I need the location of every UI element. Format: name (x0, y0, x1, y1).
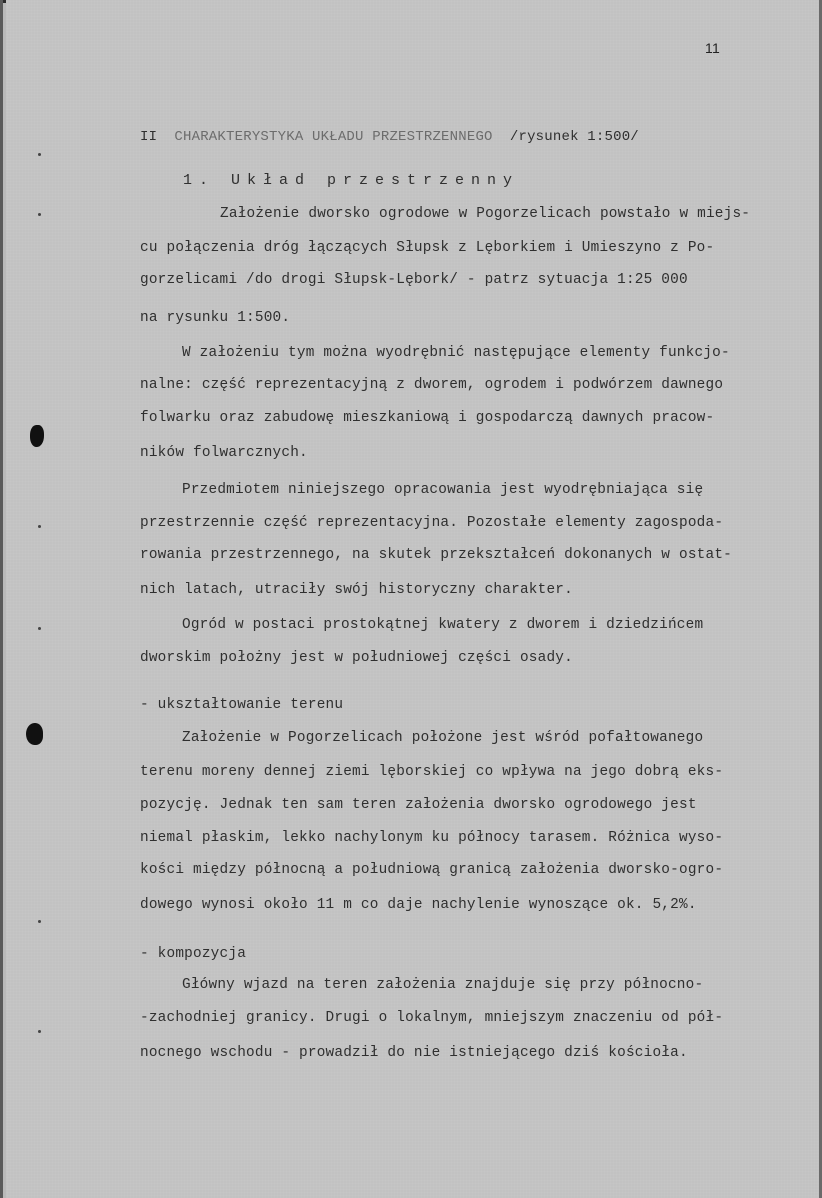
text-line: na rysunku 1:500. (140, 310, 291, 326)
section-drawing-note: /rysunek 1:500/ (509, 129, 639, 145)
text-line: nich latach, utraciły swój historyczny charakter. (140, 582, 573, 598)
scan-speck (38, 153, 41, 156)
text-line: dworskim położny jest w południowej części osady. (140, 650, 573, 666)
text-line: rowania przestrzennego, na skutek przekształceń dokonanych w ostat- (140, 547, 732, 563)
text-line: cu połączenia dróg łączących Słupsk z Lęborkiem i Umieszyno z Po- (140, 240, 715, 256)
text-line: W założeniu tym można wyodrębnić następujące elementy funkcjo- (182, 345, 730, 361)
punch-hole-upper (30, 425, 44, 447)
scan-speck (38, 1030, 41, 1033)
text-line: niemal płaskim, lekko nachylonym ku północy tarasem. Różnica wyso- (140, 830, 724, 846)
text-line: przestrzennie część reprezentacyjna. Pozostałe elementy zagospoda- (140, 515, 724, 531)
text-line: Założenie dworsko ogrodowe w Pogorzelicach powstało w miejs- (220, 206, 751, 222)
text-line: dowego wynosi około 11 m co daje nachylenie wynoszące ok. 5,2%. (140, 897, 697, 913)
punch-hole-lower (26, 723, 43, 745)
scan-speck (38, 627, 41, 630)
text-line: nalne: część reprezentacyjną z dworem, ogrodem i podwórzem dawnego (140, 377, 724, 393)
text-line: nocnego wschodu - prowadził do nie istniejącego dziś kościoła. (140, 1045, 688, 1061)
text-line: - ukształtowanie terenu (140, 697, 344, 713)
scan-speck (38, 213, 41, 216)
text-line: -zachodniej granicy. Drugi o lokalnym, mniejszym znaczeniu od pół- (140, 1010, 724, 1026)
section-heading (140, 129, 639, 145)
text-line: terenu moreny dennej ziemi lęborskiej co wpływa na jego dobrą eks- (140, 764, 724, 780)
subsection-heading: 1. Układ przestrzenny (183, 172, 520, 189)
text-line: Przedmiotem niniejszego opracowania jest wyodrębniająca się (182, 482, 704, 498)
text-line: pozycję. Jednak ten sam teren założenia dworsko ogrodowego jest (140, 797, 697, 813)
page-number: 11 (705, 40, 720, 56)
section-number: II (140, 129, 158, 145)
text-line: ników folwarcznych. (140, 445, 308, 461)
scan-speck (38, 525, 41, 528)
text-line: kości między północną a południową granicą założenia dworsko-ogro- (140, 862, 724, 878)
scan-speck (38, 920, 41, 923)
text-line: gorzelicami /do drogi Słupsk-Lębork/ - patrz sytuacja 1:25 000 (140, 272, 688, 288)
text-line: - kompozycja (140, 946, 247, 962)
text-line: Ogród w postaci prostokątnej kwatery z dworem i dziedzińcem (182, 617, 704, 633)
text-line: folwarku oraz zabudowę mieszkaniową i gospodarczą dawnych pracow- (140, 410, 715, 426)
section-title: CHARAKTERYSTYKA UKŁADU PRZESTRZENNEGO (174, 129, 493, 145)
text-line: Założenie w Pogorzelicach położone jest wśród pofałtowanego (182, 730, 704, 746)
text-line: Główny wjazd na teren założenia znajduje się przy północno- (182, 977, 704, 993)
scan-left-edge (0, 0, 3, 1198)
